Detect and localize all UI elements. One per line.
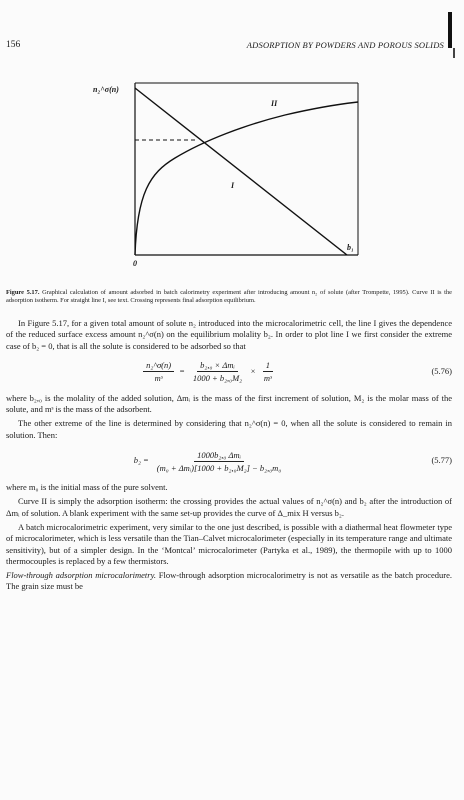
- section-run-in-head: Flow-through adsorption microcalorimetry.: [6, 570, 157, 581]
- equation-5-76: [6, 356, 452, 388]
- y-axis-label: n₂^σ(n): [93, 85, 119, 94]
- figure-caption: [6, 289, 452, 305]
- eq1-lhs-fraction: [143, 359, 174, 384]
- paragraph: In Figure 5.17, for a given total amount of solute n₂ introduced into the microcalorimetric cell, the line I gives the dependence of the reduced surface excess amount n₂^σ(n) on the equilibrium molality b₂. In order to plot line I we first consider the extreme case of b₂ = 0, that is all the solute is considered to be adsorbed so that: [6, 318, 452, 351]
- equation-number: (5.77): [431, 455, 452, 466]
- paragraph: Curve II is simply the adsorption isotherm: the crossing provides the actual values of n₂^σ(n) and b₂ after the introduction of Δmᵢ of solution. A blank experiment with the same set-up provides the curve of Δ_mix H versus b₂.: [6, 496, 452, 518]
- figure-5-17: [95, 73, 395, 283]
- page-header: [6, 40, 444, 54]
- page-edge-mark: [448, 12, 452, 48]
- body-text: [6, 318, 452, 596]
- eq2-numerator: 1000b₂,₀ Δmᵢ: [194, 449, 244, 462]
- origin-label: 0: [133, 259, 137, 268]
- paragraph: [6, 570, 452, 593]
- x-intercept-label: b₁: [347, 243, 354, 252]
- eq1-mid-numerator: b₂,₀ × Δmᵢ: [197, 359, 238, 372]
- page-edge-mark-small: [453, 48, 455, 58]
- equation-number: (5.76): [431, 366, 452, 377]
- paragraph: The other extreme of the line is determined by considering that n₂^σ(n) = 0, when all the solute is considered to remain in solution. Then:: [6, 418, 452, 440]
- eq1-lhs-denominator: mˢ: [154, 373, 163, 384]
- equation-5-77: [6, 445, 452, 477]
- eq1-times: ×: [250, 366, 256, 377]
- caption-text: Graphical calculation of amount adsorbed in batch calorimetry experiment after introducing amount n₂ of solute (after Trompette, 1995). Curve II is the adsorption isotherm. For straight line I, see text. Crossing represents final adsorption equilibrium.: [6, 289, 452, 305]
- eq1-equals: =: [179, 366, 185, 377]
- eq1-lhs-numerator: n₂^σ(n): [143, 359, 174, 372]
- eq1-mid-denominator: 1000 + b₂,₀M₂: [192, 373, 243, 384]
- paragraph-text: Flow-through adsorption microcalorimetry is not as versatile as the batch procedure. The grain size must be: [6, 570, 453, 592]
- eq2-lhs: b₂ =: [133, 455, 149, 466]
- paragraph: A batch microcalorimetric experiment, very similar to the one just described, is possible with a diathermal heat flowmeter type of microcalorimeter, which is less versatile than the Tian–Calvet microcalorimeter (especially in its temperature range and ultimate sensitivity), but of a simpler design. In the ‘Montcal’ microcalorimeter (Partyka et al., 1989), the thermopile with up to 1000 thermocouples is replaced by a few thermistors.: [6, 521, 452, 566]
- paragraph: where m₀ is the initial mass of the pure solvent.: [6, 482, 168, 493]
- running-head: ADSORPTION BY POWDERS AND POROUS SOLIDS: [246, 40, 444, 50]
- eq1-right-numerator: 1: [263, 359, 273, 372]
- paragraph: where b₂,₀ is the molality of the added solution, Δmᵢ is the mass of the first increment of solution, M₂ is the molar mass of the solute, and mˢ is the mass of the adsorbent.: [6, 392, 452, 415]
- curve-II-label: II: [271, 99, 278, 108]
- eq2-denominator: (m₀ + Δmᵢ)[1000 + b₂,₀M₂] − b₂,₀m₀: [156, 462, 282, 473]
- eq2-fraction: [154, 449, 285, 474]
- line-I: [135, 88, 347, 255]
- eq1-mid-fraction: [190, 359, 245, 384]
- eq1-right-fraction: [261, 359, 275, 384]
- line-I-label: I: [231, 181, 235, 190]
- curve-II: [135, 102, 358, 255]
- eq1-right-denominator: mˢ: [263, 373, 272, 384]
- page-number: 156: [6, 40, 21, 50]
- caption-label: Figure 5.17.: [6, 289, 40, 296]
